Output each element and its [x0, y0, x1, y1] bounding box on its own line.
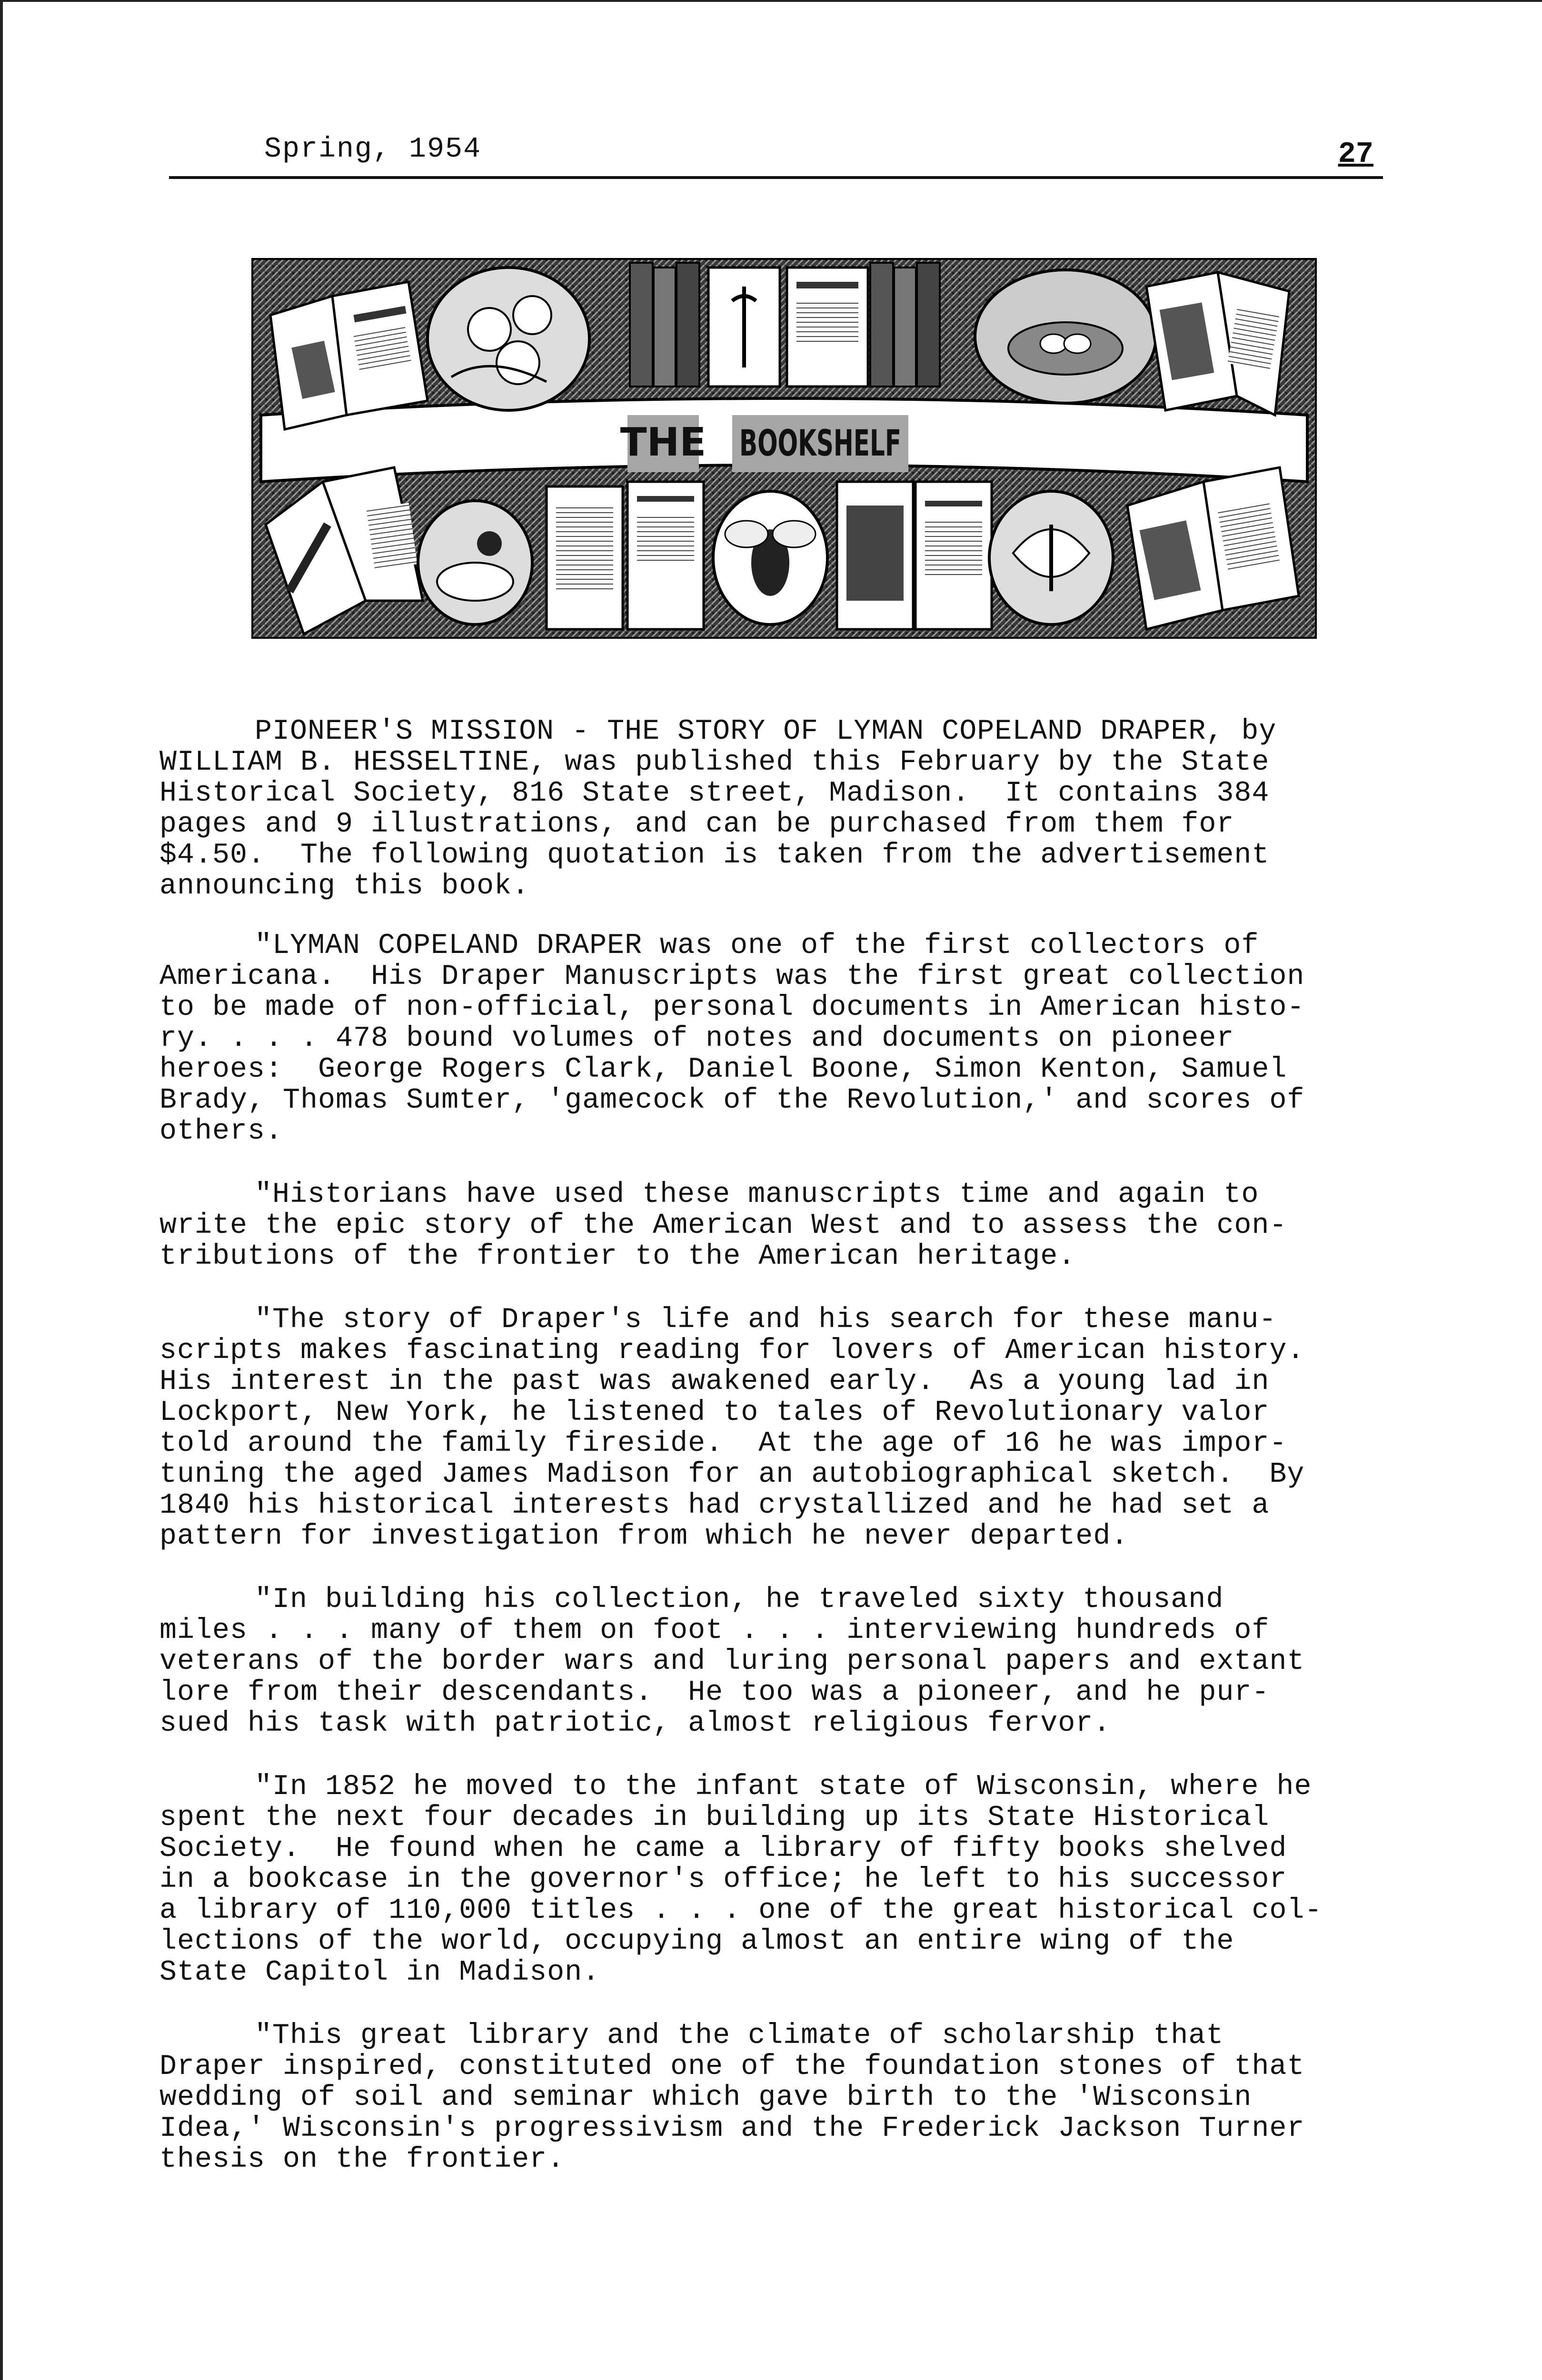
- p5-line-4: lore from their descendants. He too was a pioneer, and he pur-: [159, 1676, 1270, 1709]
- p2-line-7: others.: [159, 1115, 283, 1148]
- p6-line-4: in a bookcase in the governor's office; he left to his successor: [159, 1864, 1287, 1896]
- p2-line-4: ry. . . . 478 bound volumes of notes and documents on pioneer: [159, 1022, 1234, 1055]
- p7-line-2: Draper inspired, constituted one of the foundation stones of that: [159, 2051, 1305, 2083]
- paragraph-5: [159, 1585, 1393, 1739]
- duck-medallion: [418, 501, 532, 625]
- p2-line-3: to be made of non-official, personal documents in American histo-: [159, 992, 1305, 1024]
- p2-line-6: Brady, Thomas Sumter, 'gamecock of the Revolution,' and scores of: [159, 1084, 1305, 1117]
- p3-line-3: tributions of the frontier to the American heritage.: [159, 1240, 1076, 1273]
- bee-medallion: [713, 491, 827, 625]
- nest-medallion: [975, 270, 1156, 403]
- p3-line-2: write the epic story of the American West and to assess the con-: [159, 1210, 1287, 1242]
- p7-line-4: Idea,' Wisconsin's progressivism and the Frederick Jackson Turner: [159, 2112, 1305, 2145]
- p7-line-1: "This great library and the climate of scholarship that: [255, 2020, 1224, 2052]
- article-body: [159, 716, 1393, 2208]
- p7-line-5: thesis on the frontier.: [159, 2143, 565, 2176]
- paragraph-1: [159, 716, 1393, 902]
- p4-line-7: 1840 his historical interests had crystallized and he had set a: [159, 1489, 1270, 1522]
- p4-line-8: pattern for investigation from which he never departed.: [159, 1520, 1129, 1553]
- p4-line-1: "The story of Draper's life and his search for these manu-: [255, 1304, 1277, 1336]
- bookshelf-banner-illustration: [251, 258, 1317, 639]
- moth-medallion: [989, 491, 1113, 625]
- open-book-bottom-center: [837, 482, 992, 629]
- p1-line-3: Historical Society, 816 State street, Madison. It contains 384: [159, 777, 1270, 810]
- p6-line-3: Society. He found when he came a library of fifty books shelved: [159, 1833, 1287, 1865]
- scan-left-edge: [0, 0, 3, 2380]
- paragraph-7: [159, 2021, 1393, 2175]
- p2-line-1: "LYMAN COPELAND DRAPER was one of the first collectors of: [255, 930, 1259, 962]
- paragraph-6: [159, 1772, 1393, 1988]
- p5-line-5: sued his task with patriotic, almost religious fervor.: [159, 1707, 1111, 1740]
- p2-line-2: Americana. His Draper Manuscripts was the first great collection: [159, 961, 1305, 993]
- p4-line-3: His interest in the past was awakened early. As a young lad in: [159, 1366, 1270, 1398]
- p2-line-5: heroes: George Rogers Clark, Daniel Boone, Simon Kenton, Samuel: [159, 1053, 1287, 1086]
- open-book-top-right: [1146, 272, 1289, 415]
- banner-word-right: BOOKSHELF: [739, 422, 901, 464]
- p1-line-2: WILLIAM B. HESSELTINE, was published this February by the State: [159, 746, 1270, 779]
- running-head: [169, 129, 1383, 179]
- p6-line-6: lections of the world, occupying almost an entire wing of the: [159, 1925, 1234, 1958]
- p6-line-2: spent the next four decades in building up its State Historical: [159, 1802, 1270, 1834]
- p6-line-5: a library of 110,000 titles . . . one of the great historical col-: [159, 1894, 1323, 1927]
- p5-line-1: "In building his collection, he traveled sixty thousand: [255, 1584, 1224, 1616]
- p5-line-2: miles . . . many of them on foot . . . interviewing hundreds of: [159, 1615, 1270, 1647]
- p4-line-6: tuning the aged James Madison for an autobiographical sketch. By: [159, 1458, 1305, 1491]
- paragraph-4: [159, 1305, 1393, 1552]
- page-number: 27: [1338, 137, 1373, 171]
- issue-date: Spring, 1954: [264, 133, 482, 166]
- p6-line-7: State Capitol in Madison.: [159, 1956, 600, 1989]
- paragraph-3: [159, 1180, 1393, 1272]
- p4-line-5: told around the family fireside. At the age of 16 he was impor-: [159, 1428, 1287, 1460]
- p1-line-6: announcing this book.: [159, 870, 530, 902]
- p5-line-3: veterans of the border wars and luring personal papers and extant: [159, 1646, 1305, 1678]
- bookshelf-banner: [251, 258, 1317, 639]
- scan-top-edge: [0, 0, 1542, 2]
- p1-line-5: $4.50. The following quotation is taken from the advertisement: [159, 839, 1270, 872]
- flower-medallion: [428, 268, 589, 410]
- paragraph-2: [159, 931, 1393, 1147]
- p6-line-1: "In 1852 he moved to the infant state of Wisconsin, where he: [255, 1771, 1312, 1803]
- p1-line-4: pages and 9 illustrations, and can be purchased from them for: [159, 808, 1234, 841]
- banner-word-left: THE: [620, 420, 706, 465]
- p1-line-1: PIONEER'S MISSION - THE STORY OF LYMAN COPELAND DRAPER, by: [255, 715, 1277, 748]
- p3-line-1: "Historians have used these manuscripts time and again to: [255, 1179, 1259, 1211]
- p7-line-3: wedding of soil and seminar which gave birth to the 'Wisconsin: [159, 2082, 1252, 2114]
- p4-line-4: Lockport, New York, he listened to tales of Revolutionary valor: [159, 1397, 1270, 1429]
- p4-line-2: scripts makes fascinating reading for lovers of American history.: [159, 1335, 1305, 1367]
